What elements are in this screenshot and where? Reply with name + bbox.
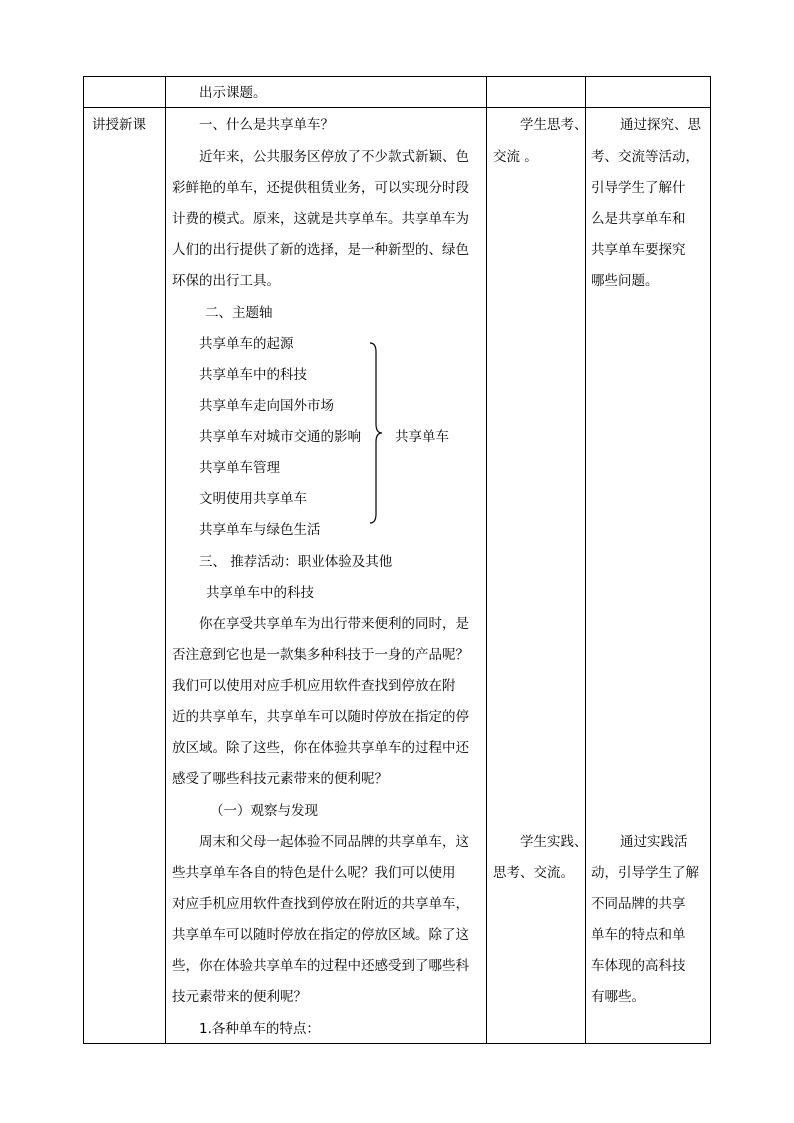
paragraph-line: 周末和父母一起体验不同品牌的共享单车，这 bbox=[199, 834, 469, 850]
paragraph-line: 对应手机应用软件查找到停放在附近的共享单车， bbox=[172, 896, 469, 912]
intent-line: 么是共享单车和 bbox=[591, 211, 686, 227]
table-col-divider-3 bbox=[585, 76, 586, 1044]
activity-line: 学生实践、 bbox=[520, 834, 588, 850]
activity-line: 交流 。 bbox=[493, 149, 538, 165]
table-col-divider-1 bbox=[165, 76, 166, 1044]
heading-what-is-shared-bike: 一、什么是共享单车？ bbox=[199, 117, 334, 133]
section-label: 讲授新课 bbox=[92, 117, 146, 133]
paragraph-line: 环保的出行工具。 bbox=[172, 273, 280, 289]
intent-line: 通过实践活 bbox=[620, 834, 688, 850]
table-left-border bbox=[83, 76, 84, 1044]
paragraph-line: 共享单车可以随时停放在指定的停放区域。除了这 bbox=[172, 927, 469, 943]
topic-item: 文明使用共享单车 bbox=[199, 491, 307, 507]
paragraph-line: 感受了哪些科技元素带来的便利呢？ bbox=[172, 771, 388, 787]
right-brace-icon bbox=[368, 342, 384, 524]
table-row-divider bbox=[83, 107, 711, 108]
activity-line: 思考、交流。 bbox=[493, 865, 574, 881]
intent-line: 车体现的高科技 bbox=[591, 958, 686, 974]
intent-line: 引导学生了解什 bbox=[591, 180, 686, 196]
topic-item: 共享单车的起源 bbox=[199, 336, 294, 352]
paragraph-line: 近年来，公共服务区停放了不少款式新颖、色 bbox=[199, 149, 469, 165]
topic-item: 共享单车走向国外市场 bbox=[199, 398, 334, 414]
bike-features-item: 1.各种单车的特点： bbox=[199, 1021, 320, 1037]
intent-line: 共享单车要探究 bbox=[591, 242, 686, 258]
intent-line: 考、交流等活动， bbox=[591, 149, 699, 165]
heading-recommended-activity: 三、 推荐活动：职业体验及其他 bbox=[199, 554, 393, 570]
paragraph-line: 些共享单车各自的特色是什么呢？我们可以使用 bbox=[172, 865, 456, 881]
intent-line: 动，引导学生了解 bbox=[591, 865, 699, 881]
table-top-border bbox=[83, 76, 711, 77]
intent-line: 哪些问题。 bbox=[591, 273, 659, 289]
paragraph-line: 放区域。除了这些，你在体验共享单车的过程中还 bbox=[172, 740, 469, 756]
intent-line: 单车的特点和单 bbox=[591, 927, 686, 943]
heading-theme-axis: 二、主题轴 bbox=[205, 305, 273, 321]
table-bottom-border bbox=[83, 1043, 711, 1044]
paragraph-line: 技元素带来的便利呢？ bbox=[172, 989, 307, 1005]
paragraph-line: 否注意到它也是一款集多种科技于一身的产品呢？ bbox=[172, 647, 469, 663]
paragraph-line: 人们的出行提供了新的选择，是一种新型的、绿色 bbox=[172, 242, 469, 258]
topic-item: 共享单车与绿色生活 bbox=[199, 522, 321, 538]
topic-center-label: 共享单车 bbox=[395, 429, 449, 445]
intent-line: 不同品牌的共享 bbox=[591, 896, 686, 912]
paragraph-line: 计费的模式。原来，这就是共享单车。共享单车为 bbox=[172, 211, 469, 227]
subheading-observe-discover: （一）观察与发现 bbox=[210, 803, 318, 819]
table-right-border bbox=[710, 76, 711, 1044]
paragraph-line: 些，你在体验共享单车的过程中还感受到了哪些科 bbox=[172, 958, 469, 974]
paragraph-line: 你在享受共享单车为出行带来便利的同时，是 bbox=[199, 616, 469, 632]
topic-item: 共享单车管理 bbox=[199, 460, 280, 476]
topic-item: 共享单车对城市交通的影响 bbox=[199, 429, 361, 445]
paragraph-line: 彩鲜艳的单车，还提供租赁业务，可以实现分时段 bbox=[172, 180, 469, 196]
paragraph-line: 我们可以使用对应手机应用软件查找到停放在附 bbox=[172, 678, 456, 694]
row1-content: 出示课题。 bbox=[199, 85, 267, 101]
intent-line: 有哪些。 bbox=[591, 989, 645, 1005]
paragraph-line: 近的共享单车，共享单车可以随时停放在指定的停 bbox=[172, 709, 469, 725]
topic-item: 共享单车中的科技 bbox=[199, 367, 307, 383]
activity-line: 学生思考、 bbox=[520, 117, 588, 133]
table-col-divider-2 bbox=[486, 76, 487, 1044]
subheading-technology: 共享单车中的科技 bbox=[206, 585, 314, 601]
intent-line: 通过探究、思 bbox=[620, 117, 701, 133]
